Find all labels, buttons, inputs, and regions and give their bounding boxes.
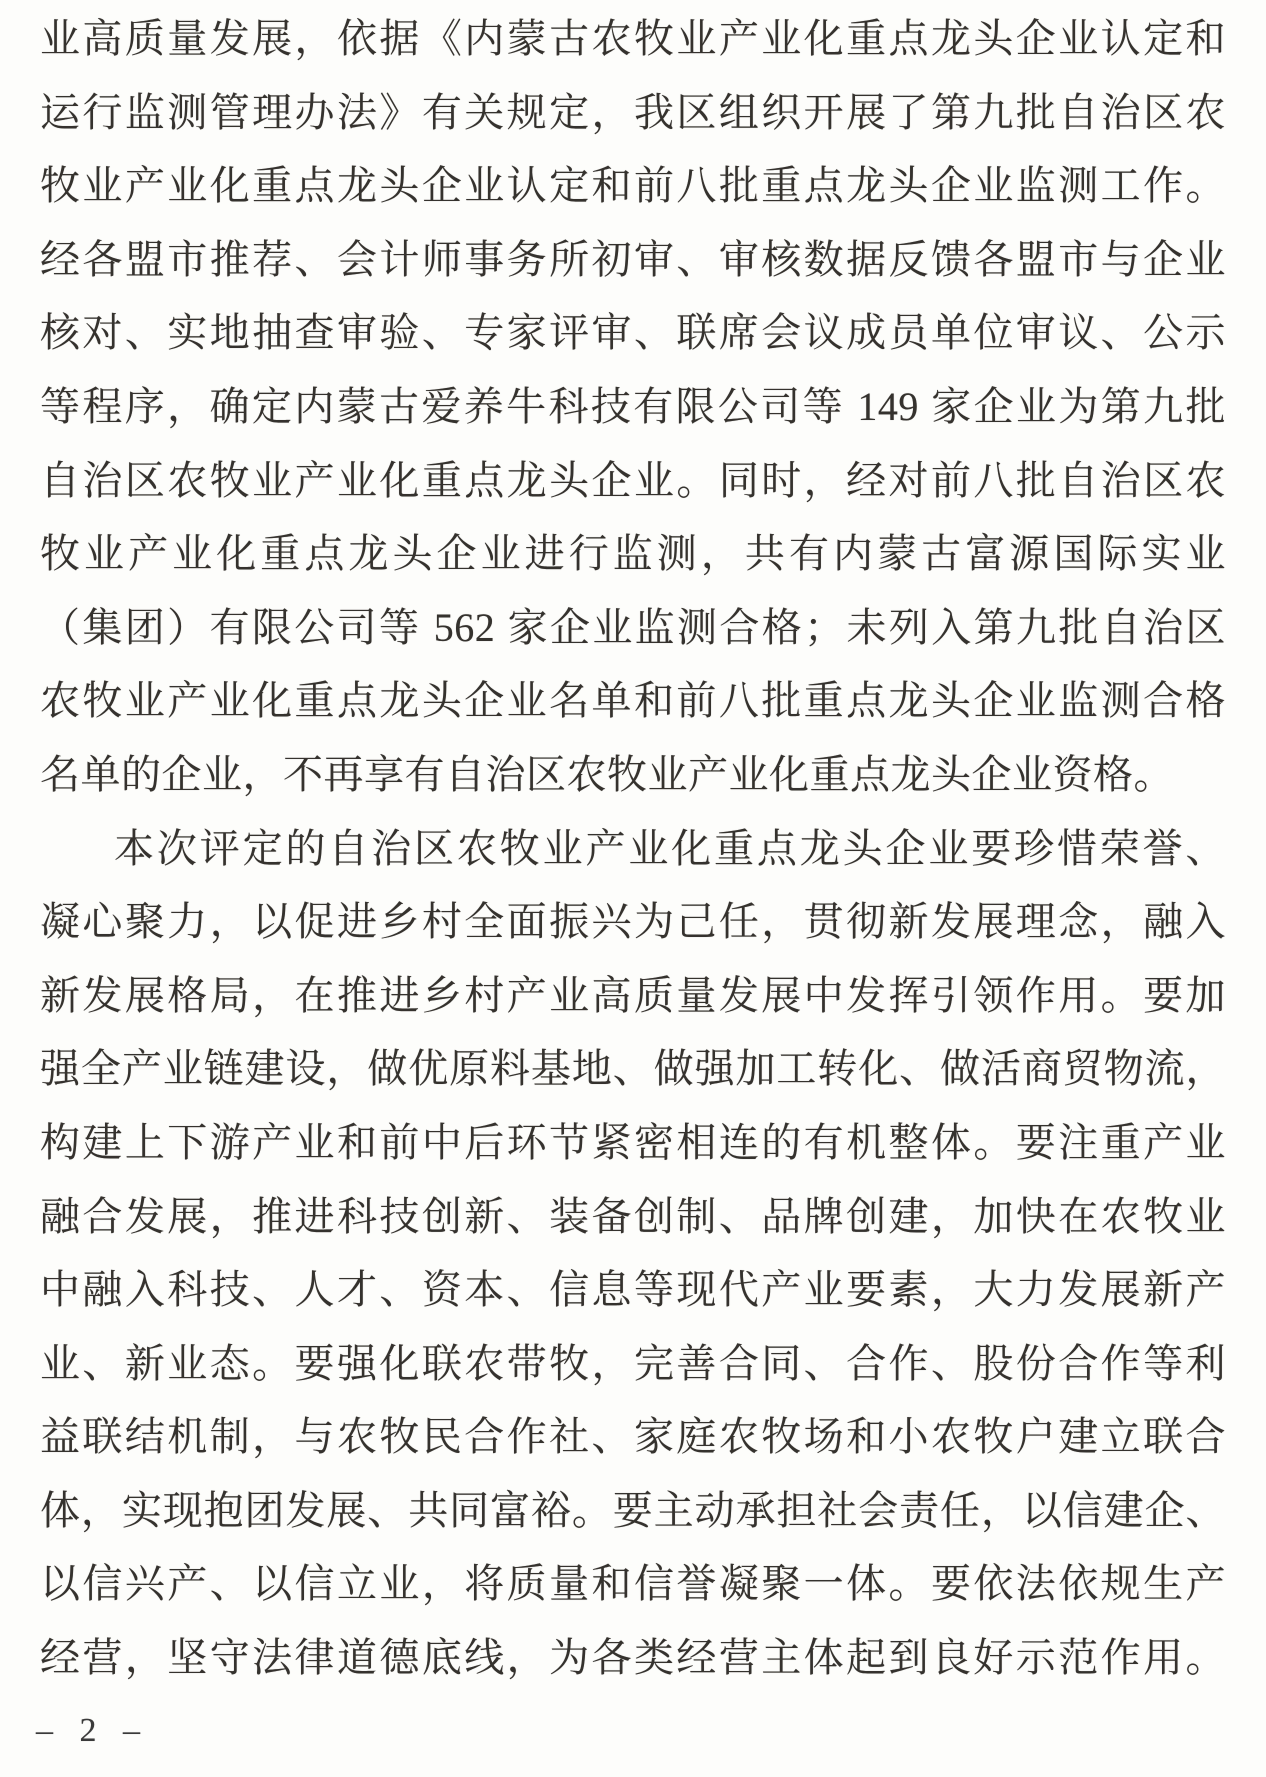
text-line: 农牧业产业化重点龙头企业名单和前八批重点龙头企业监测合格 xyxy=(40,678,1226,724)
text-line: 以信兴产、以信立业，将质量和信誉凝聚一体。要依法依规生产 xyxy=(40,1561,1226,1607)
page-number: – 2 – xyxy=(36,1712,149,1749)
document-body-text xyxy=(40,2,1226,1695)
text-line: 体，实现抱团发展、共同富裕。要主动承担社会责任，以信建企、 xyxy=(40,1487,1226,1533)
text-line: 构建上下游产业和前中后环节紧密相连的有机整体。要注重产业 xyxy=(40,1119,1226,1165)
text-line: （集团）有限公司等 562 家企业监测合格；未列入第九批自治区 xyxy=(40,604,1226,650)
text-line: 强全产业链建设，做优原料基地、做强加工转化、做活商贸物流， xyxy=(40,1046,1226,1092)
text-line: 中融入科技、人才、资本、信息等现代产业要素，大力发展新产 xyxy=(40,1267,1226,1313)
text-line: 本次评定的自治区农牧业产业化重点龙头企业要珍惜荣誉、 xyxy=(114,825,1226,871)
text-line: 新发展格局，在推进乡村产业高质量发展中发挥引领作用。要加 xyxy=(40,972,1226,1018)
text-line: 融合发展，推进科技创新、装备创制、品牌创建，加快在农牧业 xyxy=(40,1193,1226,1239)
text-line: 益联结机制，与农牧民合作社、家庭农牧场和小农牧户建立联合 xyxy=(40,1414,1226,1460)
text-line: 凝心聚力，以促进乡村全面振兴为己任，贯彻新发展理念，融入 xyxy=(40,899,1226,945)
text-line: 牧业产业化重点龙头企业认定和前八批重点龙头企业监测工作。 xyxy=(40,163,1226,209)
text-line: 经营，坚守法律道德底线，为各类经营主体起到良好示范作用。 xyxy=(40,1635,1226,1681)
text-line: 运行监测管理办法》有关规定，我区组织开展了第九批自治区农 xyxy=(40,89,1226,135)
text-line: 核对、实地抽查审验、专家评审、联席会议成员单位审议、公示 xyxy=(40,310,1226,356)
text-line: 业高质量发展，依据《内蒙古农牧业产业化重点龙头企业认定和 xyxy=(40,16,1226,61)
text-line: 经各盟市推荐、会计师事务所初审、审核数据反馈各盟市与企业 xyxy=(40,236,1226,282)
text-line: 业、新业态。要强化联农带牧，完善合同、合作、股份合作等利 xyxy=(40,1340,1226,1386)
text-line: 名单的企业，不再享有自治区农牧业产业化重点龙头企业资格。 xyxy=(40,751,1174,797)
text-line: 自治区农牧业产业化重点龙头企业。同时，经对前八批自治区农 xyxy=(40,457,1226,503)
text-line: 牧业产业化重点龙头企业进行监测，共有内蒙古富源国际实业 xyxy=(40,531,1226,577)
text-line: 等程序，确定内蒙古爱养牛科技有限公司等 149 家企业为第九批 xyxy=(40,383,1226,429)
